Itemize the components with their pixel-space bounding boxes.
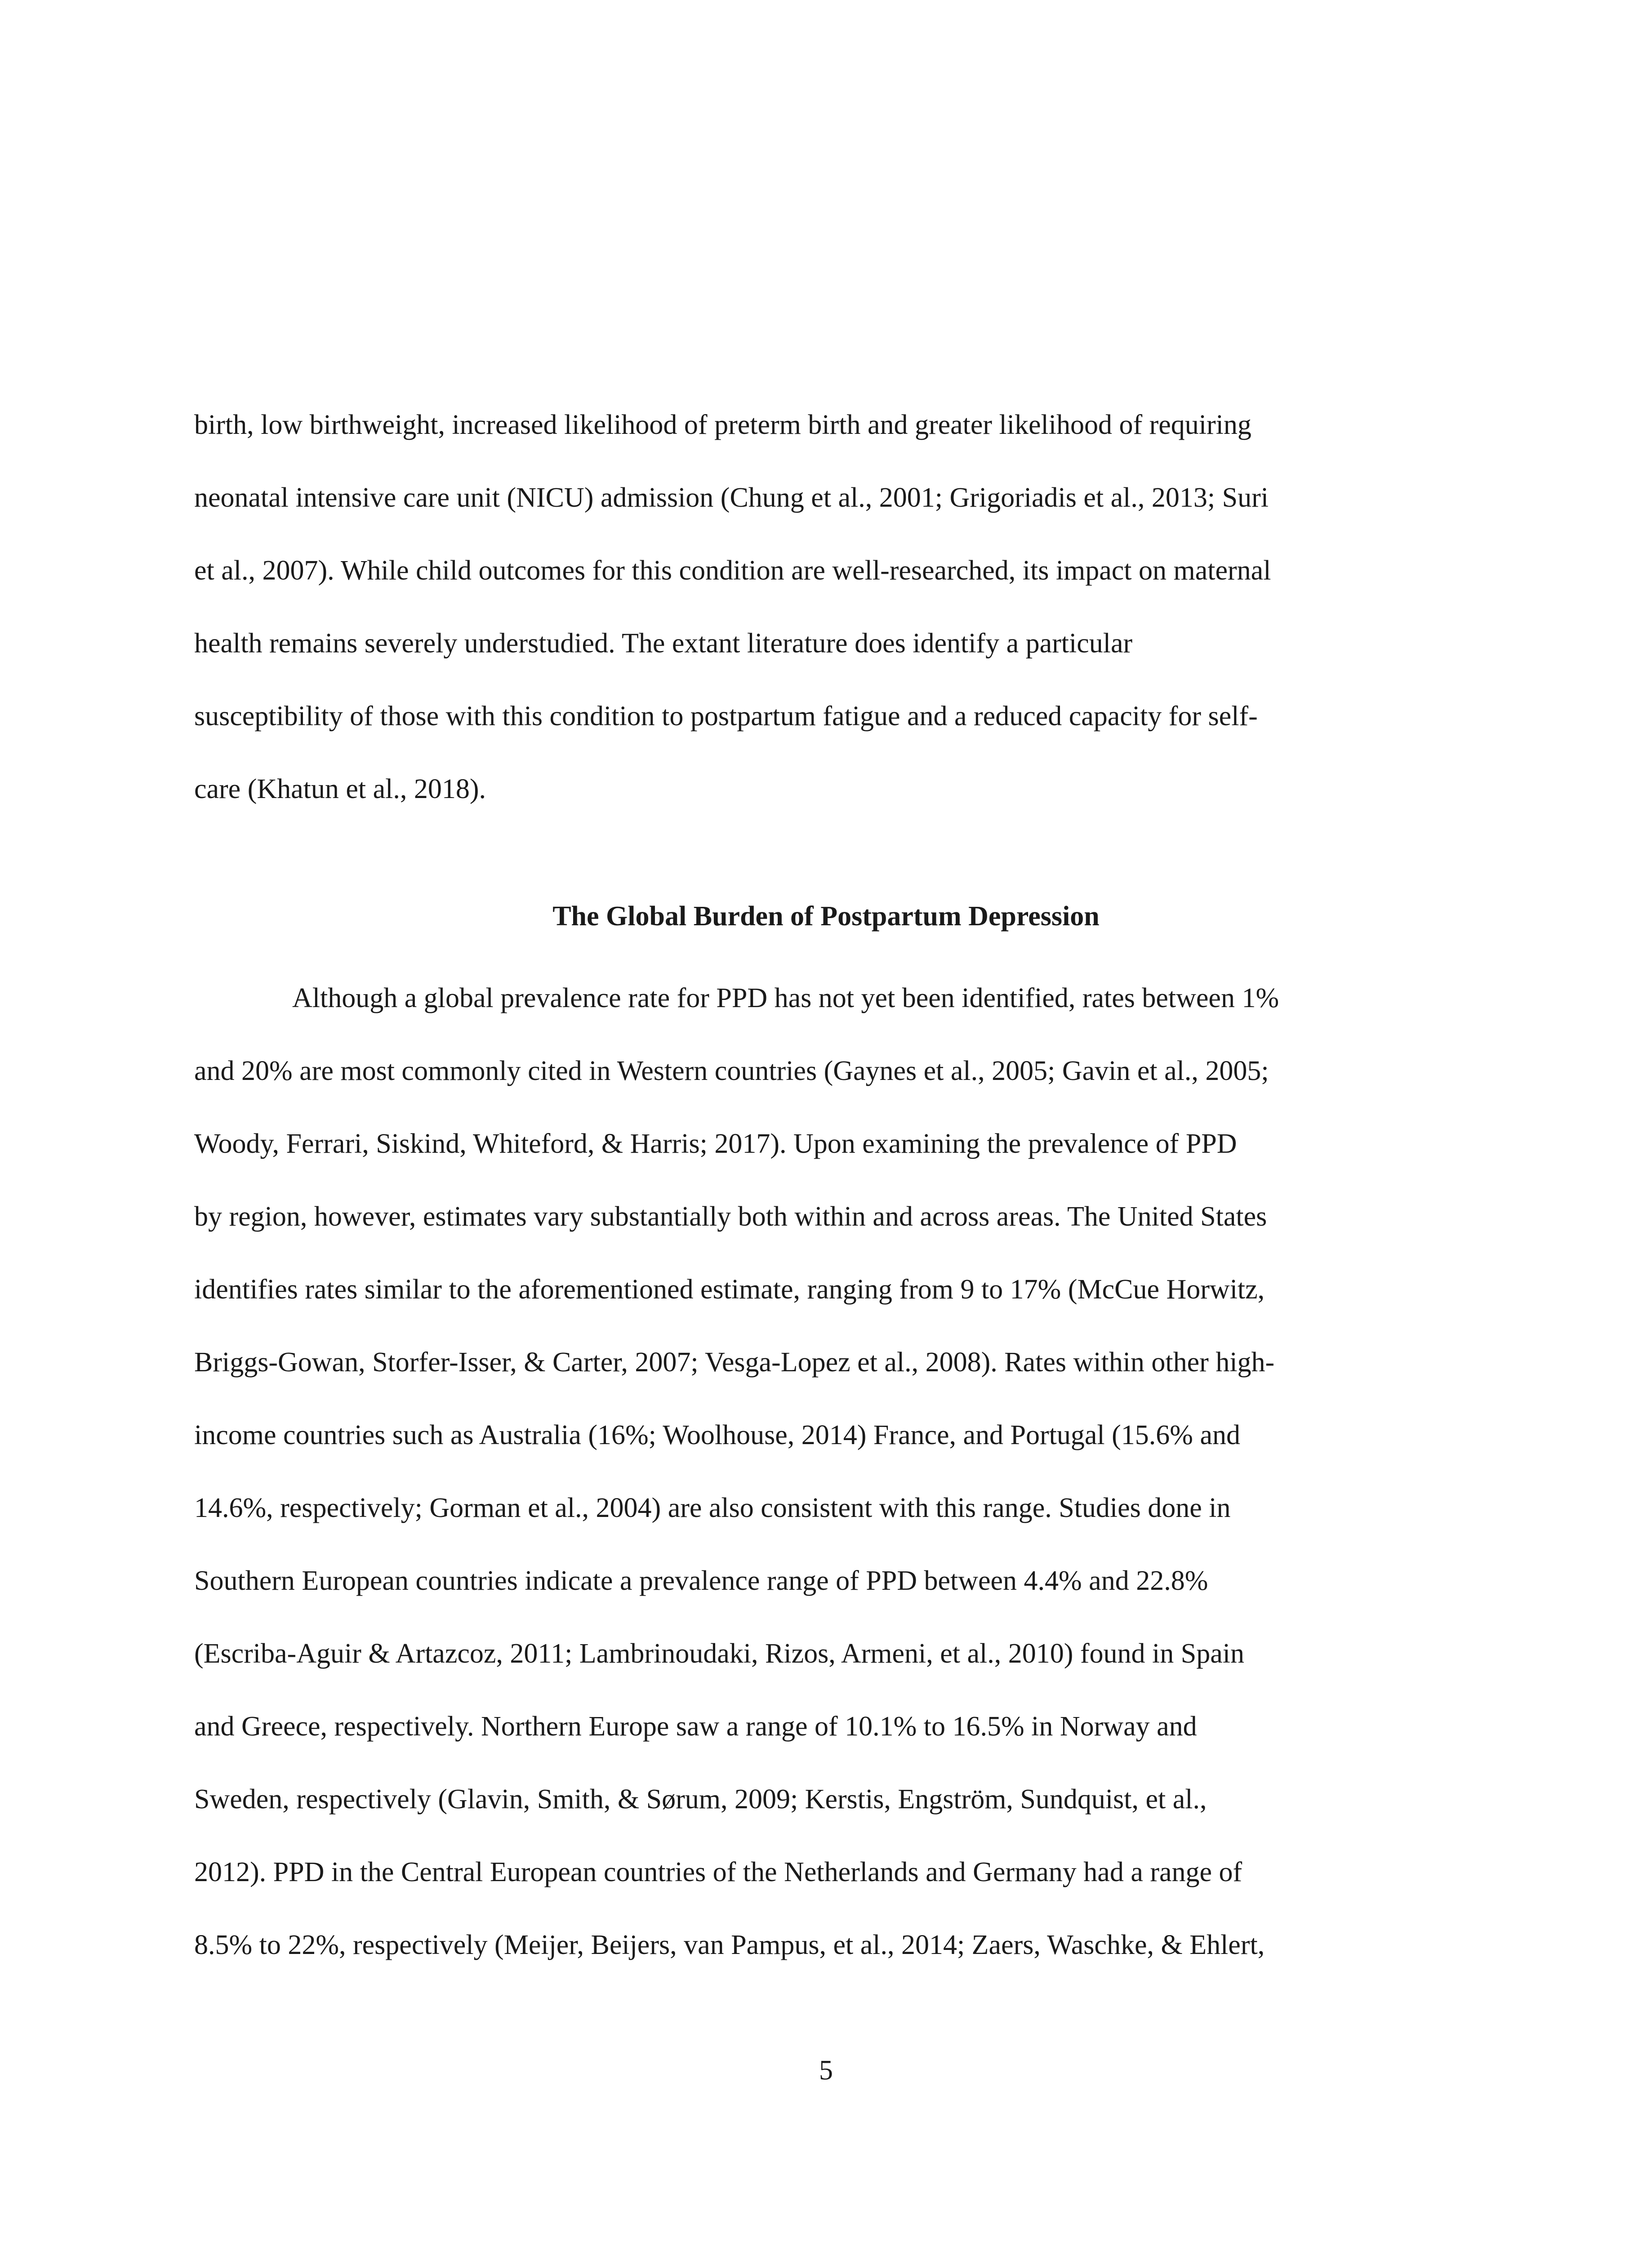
text-line: by region, however, estimates vary substantially both within and across areas. The United States bbox=[194, 1201, 1267, 1232]
text-line: birth, low birthweight, increased likelihood of preterm birth and greater likelihood of requiring bbox=[194, 410, 1251, 440]
text-line: and Greece, respectively. Northern Europe saw a range of 10.1% to 16.5% in Norway and bbox=[194, 1711, 1197, 1742]
text-line: and 20% are most commonly cited in Western countries (Gaynes et al., 2005; Gavin et al., 2005; bbox=[194, 1056, 1269, 1086]
text-line: neonatal intensive care unit (NICU) admission (Chung et al., 2001; Grigoriadis et al., 2013; Suri bbox=[194, 482, 1269, 513]
text-line: Although a global prevalence rate for PPD has not yet been identified, rates between 1% bbox=[292, 983, 1279, 1013]
text-line: health remains severely understudied. The extant literature does identify a particular bbox=[194, 628, 1133, 659]
text-line: Southern European countries indicate a prevalence range of PPD between 4.4% and 22.8% bbox=[194, 1566, 1208, 1596]
text-line: income countries such as Australia (16%; Woolhouse, 2014) France, and Portugal (15.6% and bbox=[194, 1420, 1240, 1450]
text-line: Briggs-Gowan, Storfer-Isser, & Carter, 2007; Vesga-Lopez et al., 2008). Rates within other high- bbox=[194, 1347, 1275, 1378]
page-number: 5 bbox=[819, 2055, 833, 2086]
text-line: identifies rates similar to the aforementioned estimate, ranging from 9 to 17% (McCue Horwitz, bbox=[194, 1274, 1265, 1305]
text-line: 2012). PPD in the Central European countries of the Netherlands and Germany had a range of bbox=[194, 1857, 1242, 1887]
text-line: (Escriba-Aguir & Artazcoz, 2011; Lambrinoudaki, Rizos, Armeni, et al., 2010) found in Spain bbox=[194, 1638, 1244, 1669]
text-line: et al., 2007). While child outcomes for this condition are well-researched, its impact on maternal bbox=[194, 555, 1271, 586]
section-heading: The Global Burden of Postpartum Depression bbox=[552, 901, 1100, 932]
text-line: susceptibility of those with this condition to postpartum fatigue and a reduced capacity for self- bbox=[194, 701, 1258, 731]
text-line: 14.6%, respectively; Gorman et al., 2004) are also consistent with this range. Studies done in bbox=[194, 1493, 1231, 1523]
text-line: 8.5% to 22%, respectively (Meijer, Beijers, van Pampus, et al., 2014; Zaers, Waschke, & Ehlert, bbox=[194, 1930, 1265, 1960]
text-line: Woody, Ferrari, Siskind, Whiteford, & Harris; 2017). Upon examining the prevalence of PPD bbox=[194, 1128, 1237, 1159]
text-line: Sweden, respectively (Glavin, Smith, & Sørum, 2009; Kerstis, Engström, Sundquist, et al., bbox=[194, 1784, 1207, 1815]
text-line: care (Khatun et al., 2018). bbox=[194, 774, 486, 804]
